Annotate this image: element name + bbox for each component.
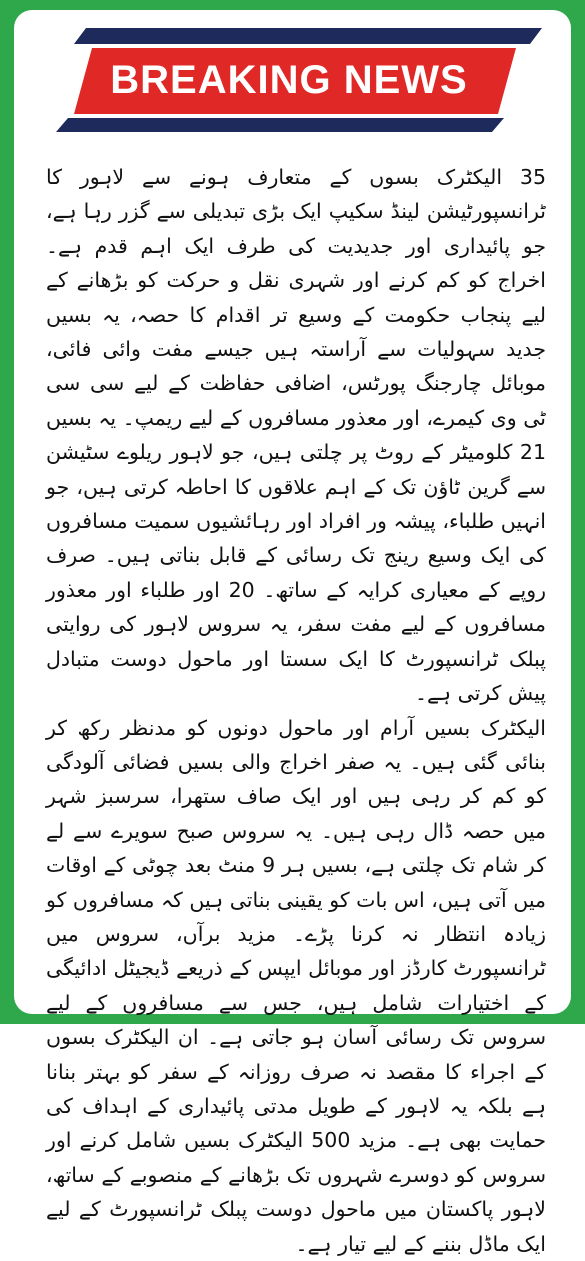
article-body (46, 160, 546, 1261)
banner-bottom-stripe (56, 118, 504, 132)
banner-top-stripe (74, 28, 542, 44)
article-paragraph-1: 35 الیکٹرک بسوں کے متعارف ہونے سے لاہور کا ٹرانسپورٹیشن لینڈ سکیپ ایک بڑی تبدیلی سے گزر رہا ہے، جو پائیداری اور جدیدیت کی طرف ایک اہم قدم ہے۔ اخراج کو کم کرنے اور شہری نقل و حرکت کو بڑھانے کے لیے پنجاب حکومت کے وسیع تر اقدام کا حصہ، یہ بسیں جدید سہولیات سے آراستہ ہیں جیسے مفت وائی فائی، موبائل چارجنگ پورٹس، اضافی حفاظت کے لیے سی سی ٹی وی کیمرے، اور معذور مسافروں کے لیے ریمپ۔ یہ بسیں 21 کلومیٹر کے روٹ پر چلتی ہیں، جو لاہور ریلوے سٹیشن سے گرین ٹاؤن تک کے اہم علاقوں کا احاطہ کرتی ہیں، جو انہیں طلباء، پیشہ ور افراد اور رہائشیوں سمیت مسافروں کی ایک وسیع رینج تک رسائی کے قابل بناتی ہیں۔ صرف روپے کے معیاری کرایہ کے ساتھ۔ 20 اور طلباء اور معذور مسافروں کے لیے مفت سفر، یہ سروس لاہور کی روایتی پبلک ٹرانسپورٹ کا ایک سستا اور ماحول دوست متبادل پیش کرتی ہے۔ (46, 160, 546, 711)
news-card (14, 10, 571, 1014)
article-paragraph-2: الیکٹرک بسیں آرام اور ماحول دونوں کو مدنظر رکھ کر بنائی گئی ہیں۔ یہ صفر اخراج والی بسیں فضائی آلودگی کو کم کر رہی ہیں اور ایک صاف ستھرا، سرسبز شہر میں حصہ ڈال رہی ہیں۔ یہ سروس صبح سویرے سے لے کر شام تک چلتی ہے، بسیں ہر 9 منٹ بعد چوٹی کے اوقات میں آتی ہیں، اس بات کو یقینی بناتی ہیں کہ مسافروں کو زیادہ انتظار نہ کرنا پڑے۔ مزید برآں، سروس میں ٹرانسپورٹ کارڈز اور موبائل ایپس کے ذریعے ڈیجیٹل ادائیگی کے اختیارات شامل ہیں، جس سے مسافروں کے لیے سروس تک رسائی آسان ہو جاتی ہے۔ ان الیکٹرک بسوں کے اجراء کا مقصد نہ صرف روزانہ کے سفر کو بہتر بنانا ہے بلکہ یہ لاہور کے طویل مدتی پائیداری کے اہداف کی حمایت بھی ہے۔ مزید 500 الیکٹرک بسیں شامل کرنے اور سروس کو دوسرے شہروں تک بڑھانے کے منصوبے کے ساتھ، لاہور پاکستان میں ماحول دوست پبلک ٹرانسپورٹ کے لیے ایک ماڈل بننے کے لیے تیار ہے۔ (46, 711, 546, 1261)
banner-title: BREAKING NEWS (94, 50, 484, 110)
breaking-news-banner (14, 10, 571, 150)
